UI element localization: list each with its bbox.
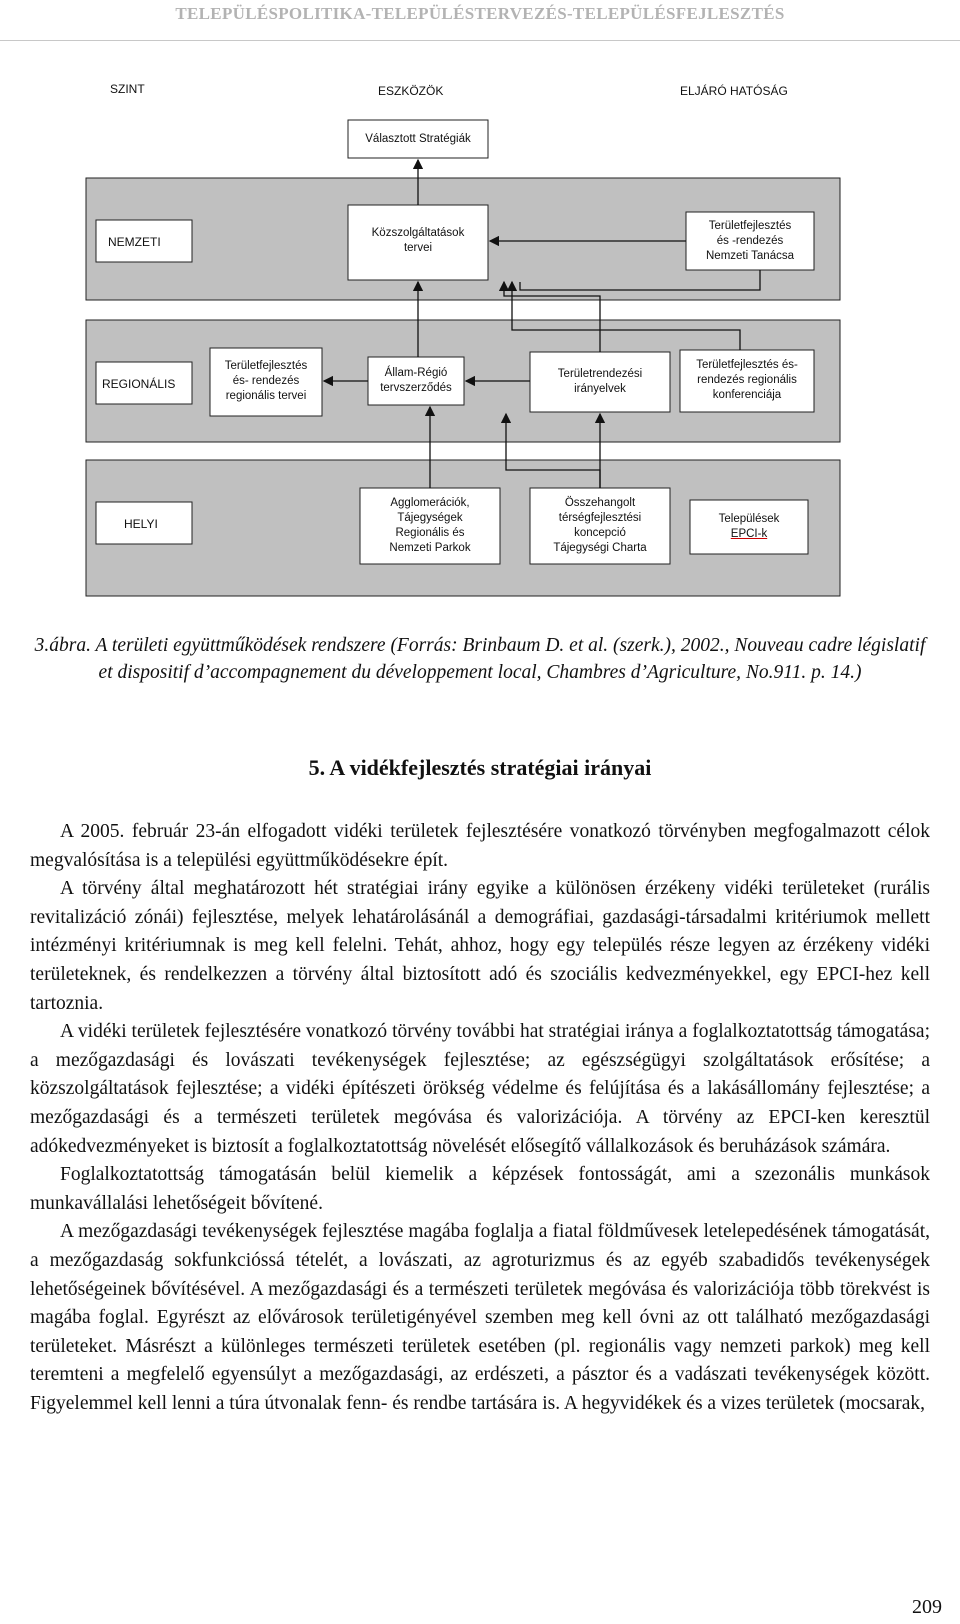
paragraph: A vidéki területek fejlesztésére vonatkozó törvény további hat stratégiai iránya a foglalkoztatottság támogatása; a mezőgazdasági és lovászati tevékenységek fejlesztése; az egészségügyi szolgáltatások erősítése; a közszolgáltatások fejlesztése; a vidéki építészeti örökség védelme és felújítása és a lakásállomány fejlesztése; a mezőgazdasági és a természeti területek megóvása és valorizációja. A törvény az EPCI-ken keresztül adókedvezményeket is biztosít a foglalkoztatottság növelését elősegítő vállalkozások és beruházások számára. [30, 1021, 930, 1157]
box-settlements: Települések EPCI-k [718, 513, 780, 540]
level-regional: REGIONÁLIS [102, 377, 176, 391]
cooperation-diagram [0, 60, 960, 620]
column-head-level: SZINT [110, 82, 145, 96]
box-regional-plans: Területfejlesztés és- rendezés regionális tervei [224, 360, 308, 402]
box-national-council: Területfejlesztés és -rendezés Nemzeti Tanácsa [706, 220, 794, 262]
paragraph: A mezőgazdasági tevékenységek fejlesztése magába foglalja a fiatal földművesek letelepedésének támogatását, a mezőgazdaság sokfunkcióssá tételét, a lovászati, az agroturizmus és az egyéb szabadidős tevékenységek lehetőségeinek bővítésével. A mezőgazdasági és a természeti területek megóvása és valorizációja több törekvést is magába foglal. Egyrészt az elővárosok területigényével szemben meg kell óvni az ott található mezőgazdasági területeket. Másrészt a különleges természeti területek esetében (pl. regionális vagy nemzeti parkok) meg kell teremteni a megfelelő egyensúlyt a mezőgazdasági, az erdészeti, a pásztor és a vadászati tevékenységek között. Figyelemmel kell lenni a túra útvonalak fenn- és rendbe tartására is. A hegyvidékek és a vizes területek (mocsarak, [30, 1221, 930, 1414]
header-rule [0, 40, 960, 41]
section-title: 5. A vidékfejlesztés stratégiai irányai [308, 755, 652, 780]
column-head-authority: ELJÁRÓ HATÓSÁG [680, 84, 788, 98]
box-coordinated-concept: Összehangolt térségfejlesztési koncepció Tájegységi Charta [553, 497, 647, 554]
column-head-tools: ESZKÖZÖK [378, 84, 444, 98]
box-regional-conference: Területfejlesztés és- rendezés regionális konferenciája [696, 359, 798, 401]
running-header: TELEPÜLÉSPOLITIKA-TELEPÜLÉSTERVEZÉS-TELEPÜLÉSFEJLESZTÉS [175, 4, 785, 23]
box-chosen-strategies: Választott Stratégiák [365, 133, 471, 145]
level-national: NEMZETI [108, 235, 161, 249]
paragraph: A 2005. február 23-án elfogadott vidéki területek fejlesztésére vonatkozó törvényben megfogalmazott célok megvalósítása is a települési együttműködésekre épít. [30, 821, 930, 871]
body-text [30, 818, 930, 1418]
paragraph: Foglalkoztatottság támogatásán belül kiemelik a képzések fontosságát, ami a szezonális munkások munkavállalási lehetőségeit bővítené. [30, 1164, 930, 1214]
box-public-services-plans: Közszolgáltatások tervei [371, 227, 465, 254]
box-planning-guidelines: Területrendezési irányelvek [557, 368, 643, 395]
box-state-region-contract: Állam-Régió tervszerződés [380, 367, 452, 394]
page-number: 209 [912, 1596, 942, 1618]
box-agglomerations: Agglomerációk, Tájegységek Regionális és Nemzeti Parkok [389, 497, 471, 554]
paragraph: A törvény által meghatározott hét stratégiai irány egyike a különösen érzékeny vidéki területeket (rurális revitalizáció zónái) fejlesztése, melyek lehatárolásánál a demográfiai, gazdasági-társadalmi kritériumok mellett intézményi kritériumnak is meg kell felelni. Tehát, ahhoz, hogy egy település része legyen az érzékeny vidéki területeknek, és rendelkezzen a törvény által biztosított adó és szociális kedvezményekkel, egy EPCI-hez kell tartoznia. [30, 878, 930, 1014]
figure-caption: 3.ábra. A területi együttműködések rendszere (Forrás: Brinbaum D. et al. (szerk.), 2002., Nouveau cadre législatif et dispositif d’accompagnement du développement local, Chambres d’Agriculture, No.911. p. 14.) [34, 635, 926, 683]
level-local: HELYI [124, 517, 158, 531]
